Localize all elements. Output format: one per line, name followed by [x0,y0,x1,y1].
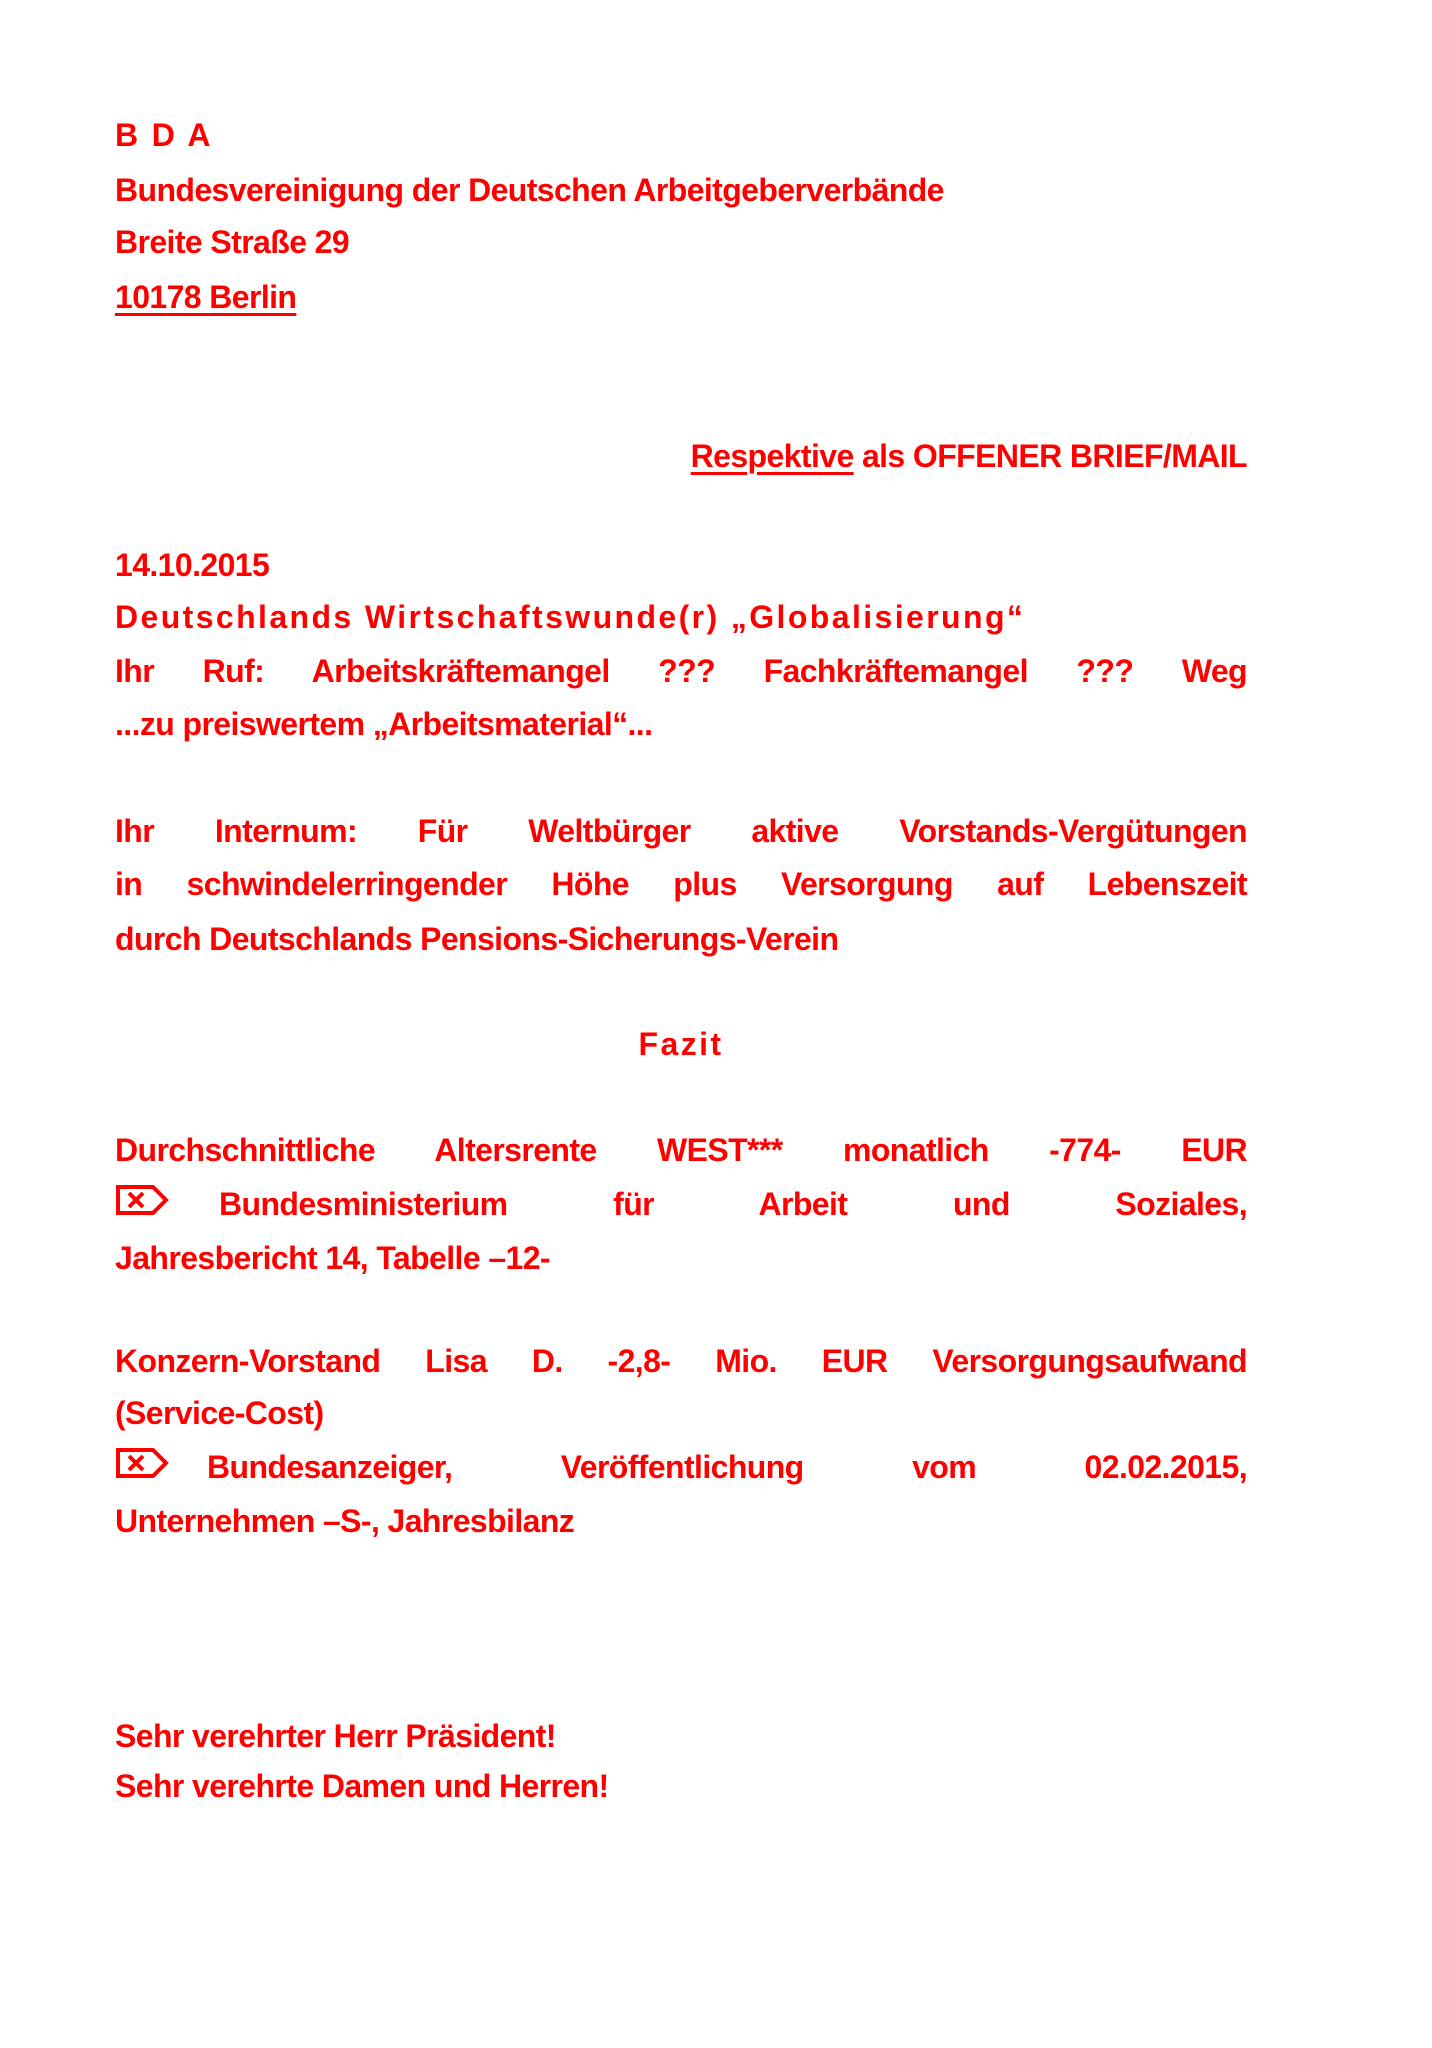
internum-line-1: Ihr Internum: Für Weltbürger aktive Vorstands-Vergütungen [115,813,1247,849]
internum-line-3: durch Deutschlands Pensions-Sicherungs-Verein [115,921,839,957]
fact-2-source [115,1447,1247,1487]
fact-1-source-2: Jahresbericht 14, Tabelle –12- [115,1240,550,1276]
subject-line-3: ...zu preiswertem „Arbeitsmaterial“... [115,706,653,742]
fazit-heading: Fazit [638,1026,724,1062]
fact-2-source-text: Bundesanzeiger, Veröffentlichung vom 02.02.2015, [207,1449,1247,1485]
fact-1-line: Durchschnittliche Altersrente WEST*** monatlich -774- EUR [115,1132,1247,1168]
internum-line-2: in schwindelerringender Höhe plus Versorgung auf Lebenszeit [115,866,1247,902]
recipient-abbr: B D A [115,117,213,153]
fact-1-source-text: Bundesministerium für Arbeit und Soziales, [219,1186,1247,1222]
subject-line-2: Ihr Ruf: Arbeitskräftemangel ??? Fachkräftemangel ??? Weg [115,653,1247,689]
recipient-city: 10178 Berlin [115,279,297,315]
recipient-street: Breite Straße 29 [115,224,350,260]
fact-2-line: Konzern-Vorstand Lisa D. -2,8- Mio. EUR Versorgungsaufwand [115,1343,1247,1379]
fact-2-source-2: Unternehmen –S-, Jahresbilanz [115,1503,575,1539]
note-rest: als OFFENER BRIEF/MAIL [853,438,1247,474]
open-letter-note [115,436,1247,476]
subject-line-1: Deutschlands Wirtschaftswunde(r) „Globalisierung“ [115,599,1026,635]
fact-2-line-b: (Service-Cost) [115,1395,324,1431]
fact-1-source [115,1184,1247,1224]
erase-right-icon [115,1447,169,1487]
salutation-2: Sehr verehrte Damen und Herren! [115,1768,609,1804]
salutation-1: Sehr verehrter Herr Präsident! [115,1718,556,1754]
recipient-org: Bundesvereinigung der Deutschen Arbeitgeberverbände [115,172,944,208]
erase-right-icon [115,1184,169,1224]
letter-date: 14.10.2015 [115,547,270,583]
note-underlined: Respektive [690,438,854,474]
